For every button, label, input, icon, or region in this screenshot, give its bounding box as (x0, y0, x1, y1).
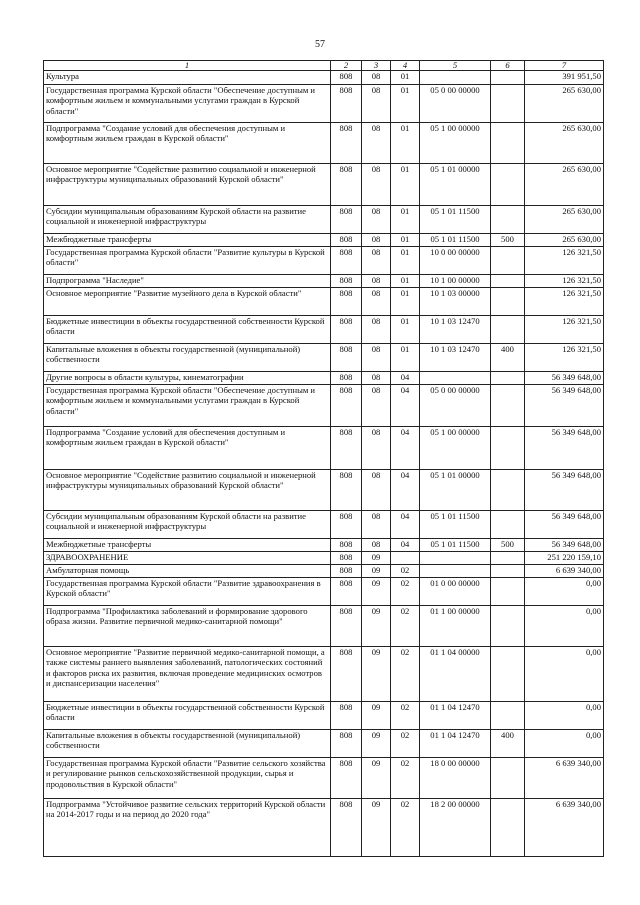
section-code-cell: 08 (362, 123, 391, 164)
expense-type-cell (491, 206, 525, 234)
expense-type-cell: 500 (491, 234, 525, 247)
row-name-cell: Капитальные вложения в объекты государственной (муниципальной) собственности (44, 730, 331, 758)
table-row (44, 606, 604, 647)
expense-type-cell (491, 316, 525, 344)
amount-cell: 0,00 (525, 730, 604, 758)
table-row (44, 511, 604, 539)
section-code-cell: 09 (362, 647, 391, 702)
amount-cell: 265 630,00 (525, 206, 604, 234)
target-article-cell: 10 1 03 00000 (420, 288, 491, 316)
expense-type-cell (491, 606, 525, 647)
amount-cell: 251 220 159,10 (525, 552, 604, 565)
section-code-cell: 08 (362, 234, 391, 247)
amount-cell: 265 630,00 (525, 85, 604, 123)
row-name-cell: Основное мероприятие "Содействие развитию социальной и инженерной инфраструктуры муниципальных образований Курской области" (44, 470, 331, 511)
column-header: 4 (391, 61, 420, 71)
subsection-code-cell: 04 (391, 385, 420, 427)
table-row (44, 758, 604, 799)
ministry-code-cell: 808 (331, 702, 362, 730)
row-name-cell: Основное мероприятие "Развитие музейного дела в Курской области" (44, 288, 331, 316)
target-article-cell: 05 1 01 11500 (420, 234, 491, 247)
table-row (44, 275, 604, 288)
section-code-cell: 09 (362, 730, 391, 758)
expense-type-cell (491, 799, 525, 857)
section-code-cell: 08 (362, 275, 391, 288)
row-name-cell: Государственная программа Курской области "Развитие культуры в Курской области" (44, 247, 331, 275)
amount-cell: 6 639 340,00 (525, 799, 604, 857)
target-article-cell: 05 1 00 00000 (420, 427, 491, 470)
subsection-code-cell: 02 (391, 730, 420, 758)
section-code-cell: 08 (362, 470, 391, 511)
target-article-cell (420, 71, 491, 85)
row-name-cell: Субсидии муниципальным образованиям Курской области на развитие социальной и инженерной инфраструктуры (44, 206, 331, 234)
row-name-cell: Подпрограмма "Наследие" (44, 275, 331, 288)
subsection-code-cell: 01 (391, 234, 420, 247)
expense-type-cell (491, 247, 525, 275)
ministry-code-cell: 808 (331, 539, 362, 552)
ministry-code-cell: 808 (331, 71, 362, 85)
subsection-code-cell: 04 (391, 372, 420, 385)
table-row (44, 85, 604, 123)
subsection-code-cell: 02 (391, 702, 420, 730)
ministry-code-cell: 808 (331, 206, 362, 234)
target-article-cell (420, 565, 491, 578)
table-row (44, 71, 604, 85)
expense-type-cell (491, 702, 525, 730)
amount-cell: 126 321,50 (525, 344, 604, 372)
table-row (44, 288, 604, 316)
section-code-cell: 09 (362, 758, 391, 799)
subsection-code-cell: 04 (391, 470, 420, 511)
ministry-code-cell: 808 (331, 758, 362, 799)
row-name-cell: Государственная программа Курской области "Развитие здравоохранения в Курской области" (44, 578, 331, 606)
ministry-code-cell: 808 (331, 288, 362, 316)
table-row (44, 702, 604, 730)
target-article-cell: 05 1 01 11500 (420, 511, 491, 539)
subsection-code-cell (391, 552, 420, 565)
subsection-code-cell: 02 (391, 565, 420, 578)
amount-cell: 56 349 648,00 (525, 539, 604, 552)
section-code-cell: 08 (362, 71, 391, 85)
target-article-cell: 01 1 04 00000 (420, 647, 491, 702)
table-row (44, 565, 604, 578)
amount-cell: 0,00 (525, 606, 604, 647)
budget-table (43, 60, 604, 857)
subsection-code-cell: 04 (391, 427, 420, 470)
section-code-cell: 09 (362, 552, 391, 565)
section-code-cell: 08 (362, 385, 391, 427)
amount-cell: 0,00 (525, 702, 604, 730)
section-code-cell: 08 (362, 247, 391, 275)
target-article-cell: 05 0 00 00000 (420, 385, 491, 427)
row-name-cell: Субсидии муниципальным образованиям Курской области на развитие социальной и инженерной инфраструктуры (44, 511, 331, 539)
row-name-cell: ЗДРАВООХРАНЕНИЕ (44, 552, 331, 565)
section-code-cell: 09 (362, 565, 391, 578)
table-row (44, 372, 604, 385)
table-row (44, 316, 604, 344)
table-row (44, 206, 604, 234)
ministry-code-cell: 808 (331, 565, 362, 578)
column-header: 7 (525, 61, 604, 71)
subsection-code-cell: 01 (391, 247, 420, 275)
section-code-cell: 09 (362, 578, 391, 606)
ministry-code-cell: 808 (331, 427, 362, 470)
target-article-cell: 18 2 00 00000 (420, 799, 491, 857)
subsection-code-cell: 01 (391, 288, 420, 316)
subsection-code-cell: 02 (391, 647, 420, 702)
target-article-cell: 10 1 03 12470 (420, 344, 491, 372)
section-code-cell: 08 (362, 288, 391, 316)
expense-type-cell (491, 758, 525, 799)
row-name-cell: Бюджетные инвестиции в объекты государственной собственности Курской области (44, 316, 331, 344)
ministry-code-cell: 808 (331, 164, 362, 206)
expense-type-cell (491, 565, 525, 578)
column-header: 6 (491, 61, 525, 71)
row-name-cell: Межбюджетные трансферты (44, 234, 331, 247)
amount-cell: 265 630,00 (525, 234, 604, 247)
amount-cell: 265 630,00 (525, 123, 604, 164)
target-article-cell (420, 372, 491, 385)
amount-cell: 0,00 (525, 647, 604, 702)
section-code-cell: 08 (362, 206, 391, 234)
target-article-cell: 01 1 04 12470 (420, 702, 491, 730)
row-name-cell: Основное мероприятие "Содействие развитию социальной и инженерной инфраструктуры муниципальных образований Курской области" (44, 164, 331, 206)
subsection-code-cell: 01 (391, 206, 420, 234)
expense-type-cell (491, 470, 525, 511)
column-header: 2 (331, 61, 362, 71)
column-header: 5 (420, 61, 491, 71)
amount-cell: 56 349 648,00 (525, 511, 604, 539)
target-article-cell: 05 1 01 11500 (420, 206, 491, 234)
section-code-cell: 08 (362, 316, 391, 344)
expense-type-cell: 500 (491, 539, 525, 552)
expense-type-cell (491, 372, 525, 385)
target-article-cell: 05 1 01 00000 (420, 164, 491, 206)
row-name-cell: Подпрограмма "Профилактика заболеваний и формирование здорового образа жизни. Развитие первичной медико-санитарной помощи" (44, 606, 331, 647)
expense-type-cell: 400 (491, 730, 525, 758)
row-name-cell: Подпрограмма "Создание условий для обеспечения доступным и комфортным жильем граждан в Курской области" (44, 123, 331, 164)
ministry-code-cell: 808 (331, 578, 362, 606)
expense-type-cell (491, 385, 525, 427)
subsection-code-cell: 01 (391, 316, 420, 344)
row-name-cell: Бюджетные инвестиции в объекты государственной собственности Курской области (44, 702, 331, 730)
subsection-code-cell: 04 (391, 511, 420, 539)
amount-cell: 265 630,00 (525, 164, 604, 206)
ministry-code-cell: 808 (331, 344, 362, 372)
expense-type-cell (491, 123, 525, 164)
table-row (44, 799, 604, 857)
row-name-cell: Амбулаторная помощь (44, 565, 331, 578)
section-code-cell: 09 (362, 702, 391, 730)
ministry-code-cell: 808 (331, 247, 362, 275)
target-article-cell (420, 552, 491, 565)
table-row (44, 539, 604, 552)
expense-type-cell (491, 85, 525, 123)
expense-type-cell (491, 552, 525, 565)
subsection-code-cell: 01 (391, 164, 420, 206)
section-code-cell: 09 (362, 606, 391, 647)
amount-cell: 0,00 (525, 578, 604, 606)
section-code-cell: 08 (362, 511, 391, 539)
table-row (44, 427, 604, 470)
amount-cell: 56 349 648,00 (525, 372, 604, 385)
amount-cell: 56 349 648,00 (525, 427, 604, 470)
subsection-code-cell: 02 (391, 606, 420, 647)
ministry-code-cell: 808 (331, 511, 362, 539)
target-article-cell: 05 1 00 00000 (420, 123, 491, 164)
section-code-cell: 08 (362, 427, 391, 470)
expense-type-cell (491, 164, 525, 206)
ministry-code-cell: 808 (331, 123, 362, 164)
table-row (44, 470, 604, 511)
expense-type-cell (491, 578, 525, 606)
amount-cell: 126 321,50 (525, 316, 604, 344)
target-article-cell: 01 1 00 00000 (420, 606, 491, 647)
subsection-code-cell: 02 (391, 799, 420, 857)
ministry-code-cell: 808 (331, 470, 362, 511)
table-row (44, 234, 604, 247)
row-name-cell: Государственная программа Курской области "Обеспечение доступным и комфортным жильем и коммунальными услугами граждан в Курской области" (44, 85, 331, 123)
row-name-cell: Подпрограмма "Создание условий для обеспечения доступным и комфортным жильем граждан в Курской области" (44, 427, 331, 470)
section-code-cell: 08 (362, 344, 391, 372)
table-row (44, 647, 604, 702)
table-row (44, 578, 604, 606)
expense-type-cell (491, 71, 525, 85)
table-row (44, 552, 604, 565)
subsection-code-cell: 01 (391, 275, 420, 288)
target-article-cell: 10 1 00 00000 (420, 275, 491, 288)
subsection-code-cell: 01 (391, 85, 420, 123)
target-article-cell: 10 1 03 12470 (420, 316, 491, 344)
expense-type-cell (491, 427, 525, 470)
amount-cell: 126 321,50 (525, 247, 604, 275)
row-name-cell: Основное мероприятие "Развитие первичной медико-санитарной помощи, а также системы раннего выявления заболеваний, патологических состояний и факторов риска их развития, включая проведение медицинских осмотров и диспансеризации населения" (44, 647, 331, 702)
ministry-code-cell: 808 (331, 275, 362, 288)
expense-type-cell (491, 288, 525, 316)
ministry-code-cell: 808 (331, 234, 362, 247)
amount-cell: 391 951,50 (525, 71, 604, 85)
subsection-code-cell: 02 (391, 758, 420, 799)
amount-cell: 6 639 340,00 (525, 565, 604, 578)
ministry-code-cell: 808 (331, 85, 362, 123)
subsection-code-cell: 01 (391, 123, 420, 164)
target-article-cell: 05 1 01 00000 (420, 470, 491, 511)
ministry-code-cell: 808 (331, 799, 362, 857)
ministry-code-cell: 808 (331, 606, 362, 647)
table-row (44, 344, 604, 372)
row-name-cell: Межбюджетные трансферты (44, 539, 331, 552)
table-row (44, 123, 604, 164)
column-number-row (44, 61, 604, 71)
table-body (44, 71, 604, 857)
target-article-cell: 01 0 00 00000 (420, 578, 491, 606)
page-number: 57 (315, 39, 325, 50)
ministry-code-cell: 808 (331, 372, 362, 385)
amount-cell: 6 639 340,00 (525, 758, 604, 799)
target-article-cell: 05 0 00 00000 (420, 85, 491, 123)
row-name-cell: Капитальные вложения в объекты государственной (муниципальной) собственности (44, 344, 331, 372)
section-code-cell: 08 (362, 539, 391, 552)
subsection-code-cell: 01 (391, 344, 420, 372)
section-code-cell: 08 (362, 372, 391, 385)
subsection-code-cell: 01 (391, 71, 420, 85)
ministry-code-cell: 808 (331, 730, 362, 758)
subsection-code-cell: 04 (391, 539, 420, 552)
amount-cell: 126 321,50 (525, 275, 604, 288)
table-row (44, 247, 604, 275)
ministry-code-cell: 808 (331, 552, 362, 565)
target-article-cell: 10 0 00 00000 (420, 247, 491, 275)
expense-type-cell (491, 511, 525, 539)
row-name-cell: Подпрограмма "Устойчивое развитие сельских территорий Курской области на 2014-2017 годы и на период до 2020 года" (44, 799, 331, 857)
expense-type-cell (491, 275, 525, 288)
table-row (44, 164, 604, 206)
expense-type-cell: 400 (491, 344, 525, 372)
row-name-cell: Культура (44, 71, 331, 85)
amount-cell: 56 349 648,00 (525, 470, 604, 511)
amount-cell: 56 349 648,00 (525, 385, 604, 427)
ministry-code-cell: 808 (331, 385, 362, 427)
ministry-code-cell: 808 (331, 647, 362, 702)
row-name-cell: Государственная программа Курской области "Развитие сельского хозяйства и регулирование рынков сельскохозяйственной продукции, сырья и продовольствия в Курской области" (44, 758, 331, 799)
target-article-cell: 05 1 01 11500 (420, 539, 491, 552)
table-row (44, 385, 604, 427)
ministry-code-cell: 808 (331, 316, 362, 344)
column-header: 1 (44, 61, 331, 71)
amount-cell: 126 321,50 (525, 288, 604, 316)
column-header: 3 (362, 61, 391, 71)
row-name-cell: Государственная программа Курской области "Обеспечение доступным и комфортным жильем и коммунальными услугами граждан в Курской области" (44, 385, 331, 427)
target-article-cell: 01 1 04 12470 (420, 730, 491, 758)
subsection-code-cell: 02 (391, 578, 420, 606)
section-code-cell: 09 (362, 799, 391, 857)
table-row (44, 730, 604, 758)
expense-type-cell (491, 647, 525, 702)
section-code-cell: 08 (362, 85, 391, 123)
row-name-cell: Другие вопросы в области культуры, кинематографии (44, 372, 331, 385)
section-code-cell: 08 (362, 164, 391, 206)
target-article-cell: 18 0 00 00000 (420, 758, 491, 799)
